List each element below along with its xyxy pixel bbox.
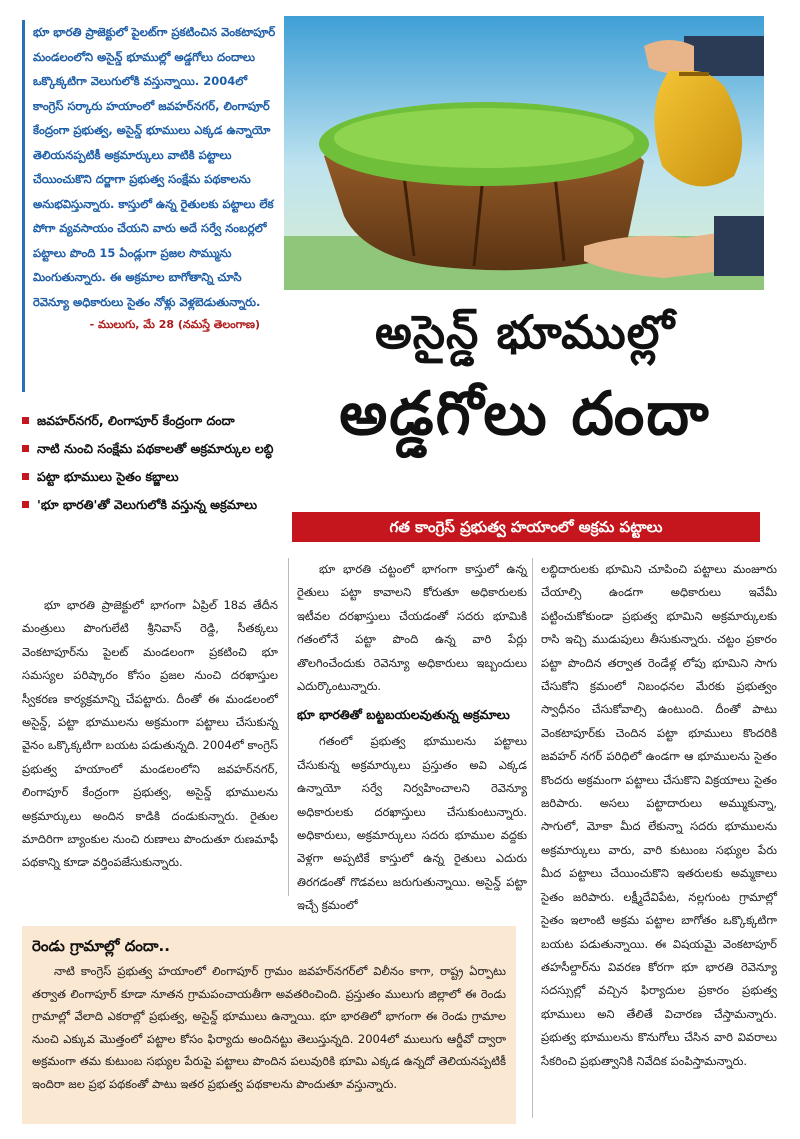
body-paragraph: లబ్ధిదారులకు భూమిని చూపించి పట్టాలు మంజూరు చేయాల్సి ఉండగా అధికారులు ఇవేమీ పట్టించుకోకుండా ప్రభుత్వ భూమిని అక్రమార్కులకు రాసి ఇచ్చి ముడుపులు తీసుకున్నారు. చట్టం ప్రకారం పట్టా పొందిన తర్వాత రెండేళ్ల లోపు భూమిని సాగు చేసుకోని క్రమంలో నిబంధనల మేరకు ప్రభుత్వం స్వాధీనం చేసుకోవాల్సి ఉంటుంది. దీంతో పాటు వెంకటాపూర్‌కు చెందిన పట్టా భూములు కొందరికి జవహర్ నగర్ పరిధిలో ఉండగా ఆ భూములను సైతం కొందరు అక్రమంగా పట్టాలు చేసుకొని విక్రయాలు సైతం జరిపారు. అసలు పట్టాదారులు అమ్ముకున్నా, సాగులో, మోకా మీద లేకున్నా సదరు భూములను అక్రమార్కులు వారు, వారి కుటుంబ సభ్యుల పేరు మీద పట్టాలు చేయించుకొని ఇతరులకు అమ్మకాలు సైతం జరిపారు. లక్ష్మీదేవిపేట, నల్లగుంట గ్రామాల్లో సైతం ఇలాంటి అక్రమ పట్టాల బాగోతం ఒక్కొక్కటిగా బయట పడుతున్నాయి. ఈ విషయమై వెంకటాపూర్ తహసీల్దార్‌ను వివరణ కోరగా భూ భారతి రెవెన్యూ సదస్సుల్లో వచ్చిన ఫిర్యాదుల ప్రకారం ప్రభుత్వ భూములు అని తేలితే విచారణ చేస్తామన్నారు. ప్రభుత్వ భూములను కొనుగోలు చేసిన వారి వివరాలు సేకరించి ప్రభుత్వానికి నివేదిక పంపిస్తామన్నారు. <box>541 562 777 1068</box>
box-text: నాటి కాంగ్రెస్ ప్రభుత్వ హయాంలో లింగాపూర్ గ్రామం జవహర్‌నగర్‌లో విలీనం కాగా, రాష్ట్ర ఏర్పాటు తర్వాత లింగాపూర్ కూడా నూతన గ్రామపంచాయతీగా అవతరించింది. ప్రస్తుతం ములుగు జిల్లాలో ఈ రెండు గ్రామాల్లో వేలాది ఎకరాల్లో ప్రభుత్వ, అసైన్డ్ భూములు ఉన్నాయి. భూ భారతిలో భాగంగా ఈ రెండు గ్రామాల నుంచి ఎక్కువ మొత్తంలో పట్టాల కోసం ఫిర్యాదు అందినట్టు తెలుస్తున్నది. 2004లో ములుగు ఆర్డీవో ద్వారా అక్రమంగా తమ కుటుంబ సభ్యుల పేరుపై పట్టాలు పొందిన పలువురికి భూమి ఎక్కడ ఉన్నదో తెలియనప్పటికీ ఇందిరా జల ప్రభ పథకంతో పాటు ఇతర ప్రభుత్వ పథకాలను పొందుతూ వస్తున్నారు. <box>32 964 506 1091</box>
intro-column <box>22 20 280 392</box>
bullet-square-icon <box>22 445 29 452</box>
highlight-item <box>22 464 284 489</box>
land-grab-illustration <box>284 16 764 290</box>
section-subheading: భూ భారతితో బట్టబయలవుతున్న అక్రమాలు <box>297 707 510 723</box>
headline-line-2: అడ్డగోలు దందా <box>339 379 711 449</box>
highlight-text: జవహర్‌నగర్, లింగాపూర్ కేంద్రంగా దందా <box>37 413 235 428</box>
sidebar-box <box>22 926 516 1124</box>
headline-line-1: అసైన్డ్ భూముల్లో <box>374 305 676 359</box>
subheading-banner: గత కాంగ్రెస్ ప్రభుత్వ హయాంలో అక్రమ పట్టాలు <box>292 512 760 542</box>
highlight-item <box>22 436 284 461</box>
highlight-item <box>22 408 284 433</box>
body-paragraph: భూ భారతి ప్రాజెక్టులో భాగంగా ఏప్రిల్ 18వ తేదీన మంత్రులు పొంగులేటి శ్రీనివాస్ రెడ్డి, సీతక్కలు వెంకటాపూర్‌ను పైలట్ మండలంగా ప్రకటించి భూ సమస్యల పరిష్కారం కోసం ప్రజల నుంచి దరఖాస్తుల స్వీకరణ కార్యక్రమాన్ని చేపట్టారు. దీంతో ఈ మండలంలో అసైన్డ్, పట్టా భూములను అక్రమంగా పట్టాలు చేసుకున్న వైనం ఒక్కొక్కటిగా బయట పడుతున్నది. 2004లో కాంగ్రెస్ ప్రభుత్వ హయాంలో మండలంలోని జవహర్‌నగర్, లింగాపూర్ కేంద్రంగా ప్రభుత్వ, అసైన్డ్ భూములను అక్రమార్కులు అందిన కాడికి దండుకున్నారు. రైతుల మాదిరిగా బ్యాంకుల నుంచి రుణాలు పొందుతూ రుణమాఫీ పథకాన్ని కూడా వర్తింపజేసుకున్నారు. <box>22 598 278 870</box>
bullet-square-icon <box>22 417 29 424</box>
dateline: - ములుగు, మే 28 (నమస్తే తెలంగాణ) <box>89 318 260 331</box>
headline-block <box>290 300 760 454</box>
body-column-2 <box>288 558 527 913</box>
body-paragraph: భూ భారతి చట్టంలో భాగంగా కాస్తులో ఉన్న రైతులు పట్టా కావాలని కోరుతూ అధికారులకు ఇటీవల దరఖాస్తులు చేయడంతో సదరు భూమికి గతంలోనే పట్టా పొంది ఉన్న వారి పేర్లు తొలగించేందుకు రెవెన్యూ అధికారులు ఇబ్బందులు ఎదుర్కొంటున్నారు. <box>297 562 527 694</box>
body-column-1 <box>22 594 278 912</box>
highlight-text: నాటి నుంచి సంక్షేమ పథకాలతో అక్రమార్కుల లబ్ధి <box>37 441 274 456</box>
highlight-text: పట్టా భూములు సైతం కబ్జాలు <box>37 469 179 484</box>
body-column-3 <box>532 558 777 1118</box>
highlights-list <box>22 408 284 520</box>
box-title: రెండు గ్రామాల్లో దందా.. <box>32 937 170 955</box>
hero-illustration <box>284 16 764 290</box>
intro-text: భూ భారతి ప్రాజెక్టులో పైలట్‌గా ప్రకటించిన వెంకటాపూర్ మండలంలోని అసైన్డ్ భూముల్లో అడ్డగోలు దందాలు ఒక్కొక్కటిగా వెలుగులోకి వస్తున్నాయి. 2004లో కాంగ్రెస్ సర్కారు హయాంలో జవహర్‌నగర్, లింగాపూర్ కేంద్రంగా ప్రభుత్వ, అసైన్డ్ భూములు ఎక్కడ ఉన్నాయో తెలియనప్పటికీ అక్రమార్కులు వాటికి పట్టాలు చేయించుకొని దర్జాగా ప్రభుత్వ సంక్షేమ పథకాలను అనుభవిస్తున్నారు. కాస్తులో ఉన్న రైతులకు పట్టాలు లేక పోగా వ్యవసాయం చేయని వారు అదే సర్వే నంబర్లలో పట్టాలు పొంది 15 ఏండ్లుగా ప్రజల సొమ్మును మింగుతున్నారు. ఈ అక్రమాల బాగోతాన్ని చూసి రెవెన్యూ అధికారులు సైతం నోళ్లు వెళ్లబెడుతున్నారు. <box>33 25 276 309</box>
highlight-item <box>22 492 284 517</box>
body-paragraph: గతంలో ప్రభుత్వ భూములను పట్టాలు చేసుకున్న అక్రమార్కులు ప్రస్తుతం అవి ఎక్కడ ఉన్నాయో సర్వే నిర్వహించాలని రెవెన్యూ అధికారులకు దరఖాస్తులు చేసుకుంటున్నారు. అధికారులు, అక్రమార్కులు సదరు భూముల వద్దకు వెళ్లగా అప్పటికే కాస్తులో ఉన్న రైతులు ఎదురు తిరగడంతో గొడవలు జరుగుతున్నాయి. అసైన్డ్ పట్టా ఇచ్చే క్రమంలో <box>297 734 527 913</box>
highlight-text: 'భూ భారతి'తో వెలుగులోకి వస్తున్న అక్రమాలు <box>37 497 258 512</box>
bullet-square-icon <box>22 473 29 480</box>
bullet-square-icon <box>22 501 29 508</box>
